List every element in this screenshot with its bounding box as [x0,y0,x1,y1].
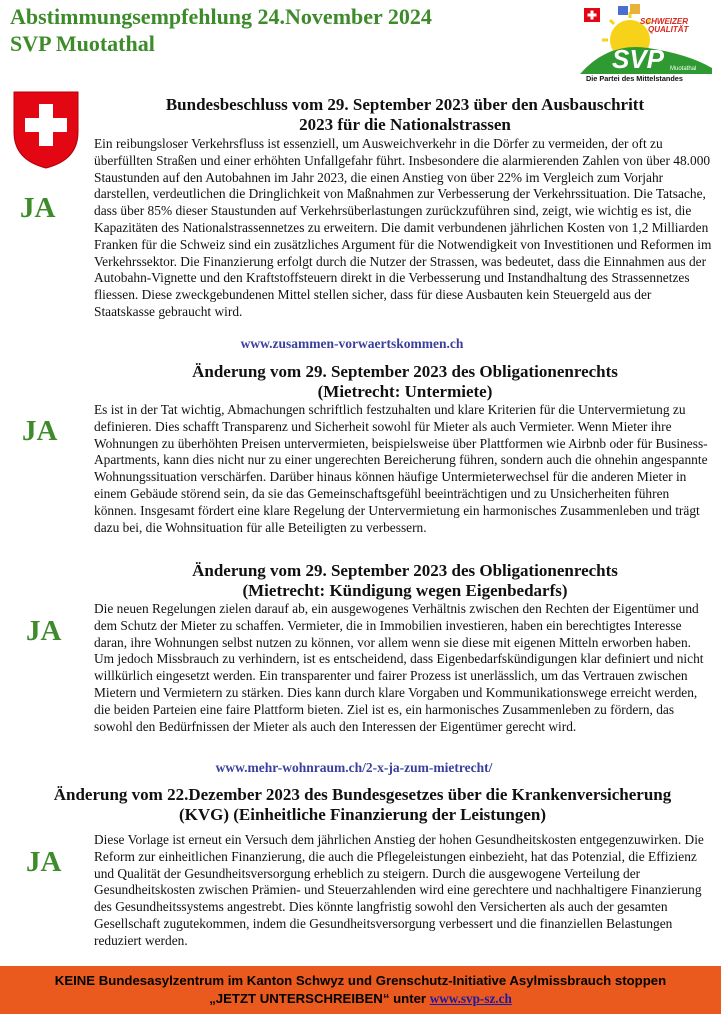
section-2-title-line-1: Änderung vom 29. September 2023 des Obligationenrechts [192,362,618,381]
footer-line-2 [0,991,721,1007]
footer-link[interactable]: www.svp-sz.ch [429,991,512,1006]
section-2-title-line-2: (Mietrecht: Untermiete) [317,382,493,401]
section-3-title-line-1: Änderung vom 29. September 2023 des Obligationenrechts [192,561,618,580]
logo-top-text-1: SCHWEIZER [640,17,688,26]
verdict-2: JA [22,415,58,447]
section-3-body: Die neuen Regelungen zielen darauf ab, ein ausgewogenes Verhältnis zwischen den Rechten der Eigentümer und dem Schutz der Mieter zu schaffen. Vermieter, die in Immobilien investieren, haben ein berechtigtes Interesse daran, ihre Wohnungen selbst nutzen zu können, vor allem wenn sie diese mit eigenen Mitteln erworben haben. Um jedoch Missbrauch zu verhindern, ist es entscheidend, dass Eigenbedarfskündigungen klar definiert und nicht willkürlich eingesetzt werden. Ein transparenter und fairer Prozess ist unerlässlich, um das Vertrauen zwischen Mietern und Vermietern zu stärken. Dies kann durch klare Vorgaben und Kommunikationswege erreicht werden, die beiden Parteien eine faire Plattform bieten. Ziel ist es, ein harmonisches Zusammenleben zu fördern, das sowohl den Bedürfnissen der Mieter als auch den Interessen der Eigentümer gerecht wird. [94,601,704,734]
logo-tagline: Die Partei des Mittelstandes [586,74,683,82]
logo-main-text: SVP [612,44,665,74]
section-4-title [10,785,715,825]
section-4-body: Diese Vorlage ist erneut ein Versuch dem jährlichen Anstieg der hohen Gesundheitskosten entgegenzuwirken. Die Reform zur einheitlichen Finanzierung, die auch die Pflegeleistungen einbezieht, hat das Potenzial, die Effizienz und Qualität der Gesundheitsversorgung erheblich zu steigern. Durch die ausgewogene Verteilung der Gesundheitskosten zwischen Prämien- und Steuerzahlenden wird eine gerechtere und nachhaltigere Finanzierung des Gesundheitssystems angestrebt. Dies könnte langfristig sowohl den Versicherten als auch der gesamten Gesellschaft zugutekommen, indem die Gesundheitsversorgung verbessert und die finanziellen Belastungen reduziert werden. [94,832,704,948]
footer-line-2-prefix: „JETZT UNTERSCHREIBEN“ unter [209,991,430,1006]
footer-line-1: KEINE Bundesasylzentrum im Kanton Schwyz und Grenschutz-Initiative Asylmissbrauch stoppen [54,973,667,988]
section-2-body: Es ist in der Tat wichtig, Abmachungen schriftlich festzuhalten und klare Kriterien für die Untervermietung zu definieren. Dies schafft Transparenz und Sicherheit sowohl für Mieter als auch Vermieter. Wenn Mieter ihre Wohnungen zu überhöhten Preisen untervermieten, beispielsweise über Plattformen wie Airbnb oder für Business-Apartments, kann dies nicht nur zu einer ungerechten Bereicherung führen, sondern auch die ohnehin angespannte Wohnungssituation verschärfen. Darüber hinaus können häufige Untermieterwechsel für die anderen Mieter in einem Gebäude störend sein, da sie das Gemeinschaftsgefühl beeinträchtigen und zu Unsicherheiten führen können. Insgesamt fördert eine klare Regelung der Untervermietung ein harmonisches Zusammenleben und trägt dazu bei, die Wohnsituation für alle Beteiligten zu verbessern. [94,402,708,535]
page-title-line-1: Abstimmungsempfehlung 24.November 2024 [10,4,432,29]
svp-logo [578,2,714,82]
section-3-title-line-2: (Mietrecht: Kündigung wegen Eigenbedarfs) [242,581,568,600]
section-3-link[interactable]: www.mehr-wohnraum.ch/2-x-ja-zum-mietrecht/ [215,760,493,775]
swiss-crest-icon [12,90,80,170]
logo-top-text-2: QUALITÄT [648,25,689,34]
logo-flag-icon [618,6,628,15]
section-1-title-line-2: 2023 für die Nationalstrassen [299,115,511,134]
verdict-4: JA [26,846,62,878]
page-title [10,3,432,57]
section-1-body: Ein reibungsloser Verkehrsfluss ist essenziell, um Ausweichverkehr in die Dörfer zu vermeiden, der oft zu überfüllten Straßen und einer erhöhten Unfallgefahr führt. Insbesondere die alarmierenden Zahlen von über 48.000 Staustunden auf den Autobahnen im Jahr 2023, die einen Anstieg von über 22% im Vergleich zum Vorjahr darstellen, verdeutlichen die Dringlichkeit von Maßnahmen zur Verbesserung der Verkehrssituation. Die Tatsache, dass über 85% dieser Staustunden auf Verkehrsüberlastungen zurückzuführen sind, zeigt, wie wichtig es ist, die Kapazitäten des Nationalstrassennetzes zu erweitern. Die damit verbundenen jährlichen Kosten von 1,2 Milliarden Franken für die Schweiz sind ein zusätzliches Argument für die Notwendigkeit von Investitionen und Reformen im Verkehrssektor. Die Finanzierung erfolgt durch die Nutzer der Strassen, was bedeutet, dass die Einnahmen aus der Autobahn-Vignette und den Kraftstoffsteuern direkt in die Verbesserung und Instandhaltung des Strassennetzes fliessen. Diese zweckgebundenen Mittel stellen sicher, dass für diese Ausbauten kein Steuergeld aus der Staatskasse gebraucht wird. [94,136,712,319]
section-3-title [90,561,720,601]
footer-banner [0,966,721,1014]
page-title-line-2: SVP Muotathal [10,31,155,56]
section-4-title-line-1: Änderung vom 22.Dezember 2023 des Bundesgesetzes über die Krankenversicherung [53,785,672,804]
verdict-3: JA [26,615,62,647]
section-2-title [90,362,720,402]
verdict-1: JA [20,192,56,224]
section-4-title-line-2: (KVG) (Einheitliche Finanzierung der Leistungen) [178,805,547,824]
section-1-title [90,95,720,135]
logo-sub-text: Muotathal [670,66,697,72]
section-1-link[interactable]: www.zusammen-vorwaertskommen.ch [240,336,464,351]
section-1-title-line-1: Bundesbeschluss vom 29. September 2023 über den Ausbauschritt [165,95,645,114]
